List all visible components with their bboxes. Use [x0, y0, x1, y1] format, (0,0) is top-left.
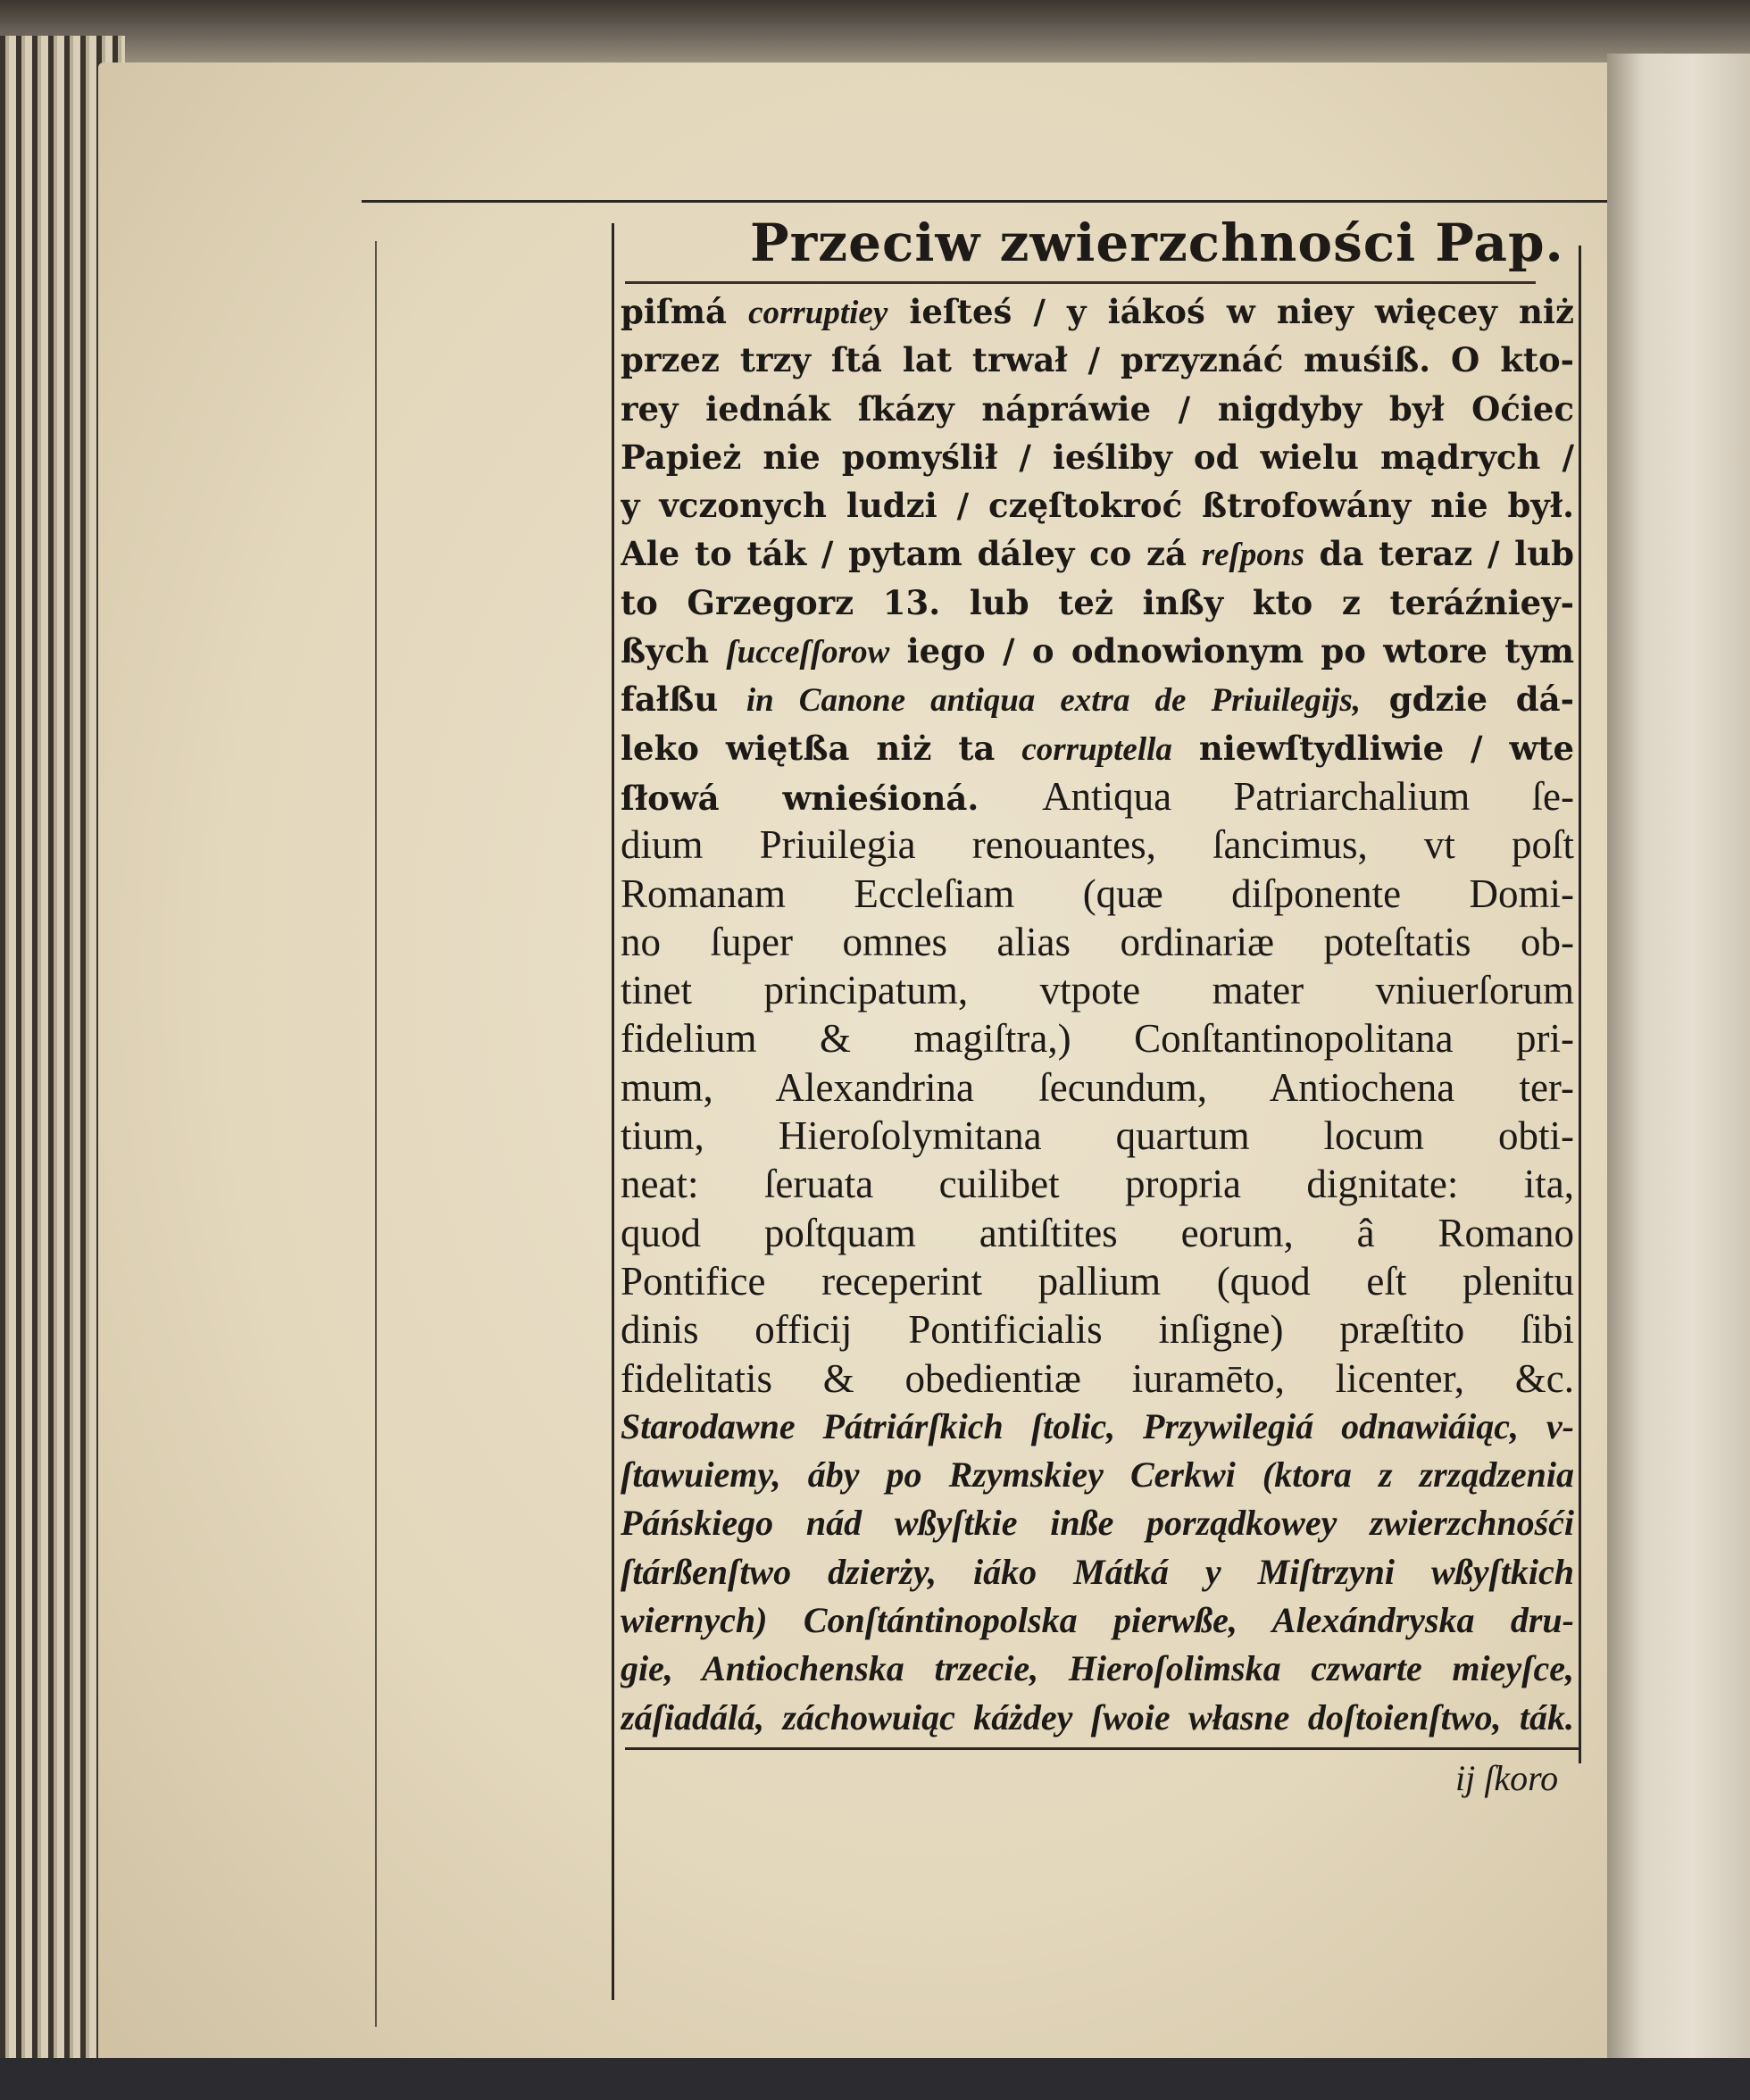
catchword: ij ſkoro: [1455, 1758, 1559, 1798]
italic-phrase: reſpons: [1201, 537, 1304, 574]
text-segment: dinis officij Pontificialis inſigne) præſtito ſibi: [621, 1307, 1574, 1353]
text-segment: iego / o odnowionym po wtore tym: [889, 631, 1574, 671]
text-line: [621, 1014, 1574, 1062]
text-line: [621, 821, 1574, 869]
header-rule: [625, 281, 1536, 284]
italic-phrase: corruptella: [1021, 730, 1172, 768]
italic-phrase: corruptiey: [748, 295, 888, 331]
text-segment: Ale to ták / pytam dáley co zá: [621, 534, 1202, 574]
running-head: Przeciw zwierzchności Pap.: [750, 212, 1564, 273]
text-segment: dium Priuilegia renouantes, ſancimus, vt poſt: [621, 822, 1574, 868]
footer-rule: [625, 1747, 1580, 1750]
text-line: [621, 675, 1574, 723]
book-top-edge: [0, 0, 1750, 71]
text-line: [621, 1403, 1574, 1451]
text-segment: Papież nie pomyślił / ieśliby od wielu mądrych /: [621, 437, 1574, 477]
text-line: [621, 1160, 1574, 1208]
text-segment: wiernych) Conſtántinopolska pierwße, Alexándryska dru-: [621, 1600, 1574, 1641]
margin-rule: [375, 241, 377, 2027]
italic-phrase: in Canone antiqua extra de Priuilegijs,: [746, 682, 1362, 720]
text-segment: da teraz / lub: [1304, 534, 1574, 574]
text-line: [621, 1548, 1574, 1596]
text-frame-left: [612, 223, 614, 2000]
body-text: [621, 288, 1574, 1742]
text-line: [621, 336, 1574, 384]
text-segment: fidelium & magiſtra,) Conſtantinopolitana pri-: [621, 1016, 1574, 1062]
text-line: [621, 1451, 1574, 1499]
text-line: [621, 1694, 1574, 1742]
text-line: [621, 1499, 1574, 1547]
text-line: [621, 481, 1574, 529]
text-segment: Romanam Eccleſiam (quæ diſponente Domi-: [621, 871, 1574, 916]
text-line: [621, 385, 1574, 433]
book-gutter: [1607, 54, 1750, 2100]
text-segment: niewſtydliwie / wte: [1171, 728, 1574, 768]
text-segment: Antiqua Patriarchalium ſe-: [1042, 773, 1574, 819]
text-segment: przez trzy ſtá lat trwał / przyznáć muśiß. O kto-: [621, 340, 1574, 380]
text-segment: Starodawne Pátriárſkich ſtolic, Przywilegiá odnawiáiąc, v-: [621, 1405, 1574, 1446]
text-segment: gdzie dá-: [1361, 679, 1574, 720]
text-line: [621, 1257, 1574, 1305]
text-line: [621, 1112, 1574, 1160]
text-line: [621, 772, 1574, 821]
text-line: [621, 579, 1574, 627]
text-segment: neat: ſeruata cuilibet propria dignitate: ita,: [621, 1162, 1574, 1207]
text-segment: to Grzegorz 13. lub też inßy kto z teráźniey-: [621, 582, 1574, 622]
italic-phrase: ſucceſſorow: [726, 634, 890, 671]
text-segment: no ſuper omnes alias ordinariæ poteſtatis ob-: [621, 919, 1574, 964]
text-segment: leko więtßa niż ta: [621, 728, 1022, 768]
text-segment: ſłowá wnieśioná.: [621, 778, 1043, 818]
text-segment: y vczonych ludzi / częſtokroć ßtrofowány nie był.: [621, 486, 1574, 526]
text-segment: záſiadálá, záchowuiąc káżdey ſwoie własne doſtoienſtwo, ták.: [621, 1696, 1574, 1738]
text-segment: ßych: [621, 631, 727, 671]
text-line: [621, 1645, 1574, 1693]
text-segment: ſtawuiemy, áby po Rzymskiey Cerkwi (ktora z zrządzenia: [621, 1454, 1574, 1496]
text-segment: ieſteś / y iákoś w niey więcey niż: [888, 292, 1574, 331]
text-line: [621, 433, 1574, 481]
text-line: [621, 1305, 1574, 1354]
text-line: [621, 288, 1574, 336]
text-segment: gie, Antiochenska trzecie, Hieroſolimska czwarte mieyſce,: [621, 1648, 1574, 1689]
text-segment: mum, Alexandrina ſecundum, Antiochena ter-: [621, 1064, 1574, 1110]
text-line: [621, 1063, 1574, 1112]
text-line: [621, 918, 1574, 966]
text-segment: tinet principatum, vtpote mater vniuerſorum: [621, 968, 1574, 1013]
top-rule: [362, 200, 1607, 203]
text-segment: piſmá: [621, 292, 749, 331]
text-line: [621, 1209, 1574, 1257]
text-segment: Pontifice receperint pallium (quod eſt plenitu: [621, 1258, 1574, 1304]
text-segment: fidelitatis & obedientiæ iuramēto, licenter, &c.: [621, 1355, 1574, 1401]
text-segment: fałßu: [621, 679, 746, 720]
text-segment: Páńskiego nád wßyſtkie inße porządkowey zwierzchnośći: [621, 1503, 1574, 1544]
text-frame-right: [1579, 246, 1581, 1763]
text-line: [621, 966, 1574, 1014]
text-line: [621, 1354, 1574, 1403]
text-line: [621, 529, 1574, 578]
text-segment: tium, Hieroſolymitana quartum locum obti-: [621, 1113, 1574, 1159]
text-line: [621, 870, 1574, 918]
text-line: [621, 724, 1574, 772]
book-bottom-edge: [0, 2058, 1750, 2100]
text-line: [621, 1596, 1574, 1645]
text-segment: ſtárßenſtwo dzierży, iáko Mátká y Miſtrzyni wßyſtkich: [621, 1551, 1574, 1592]
text-line: [621, 627, 1574, 675]
text-segment: quod poſtquam antiſtites eorum, â Romano: [621, 1210, 1574, 1255]
text-segment: rey iednák ſkázy nápráwie / nigdyby był Oćiec: [621, 388, 1574, 429]
